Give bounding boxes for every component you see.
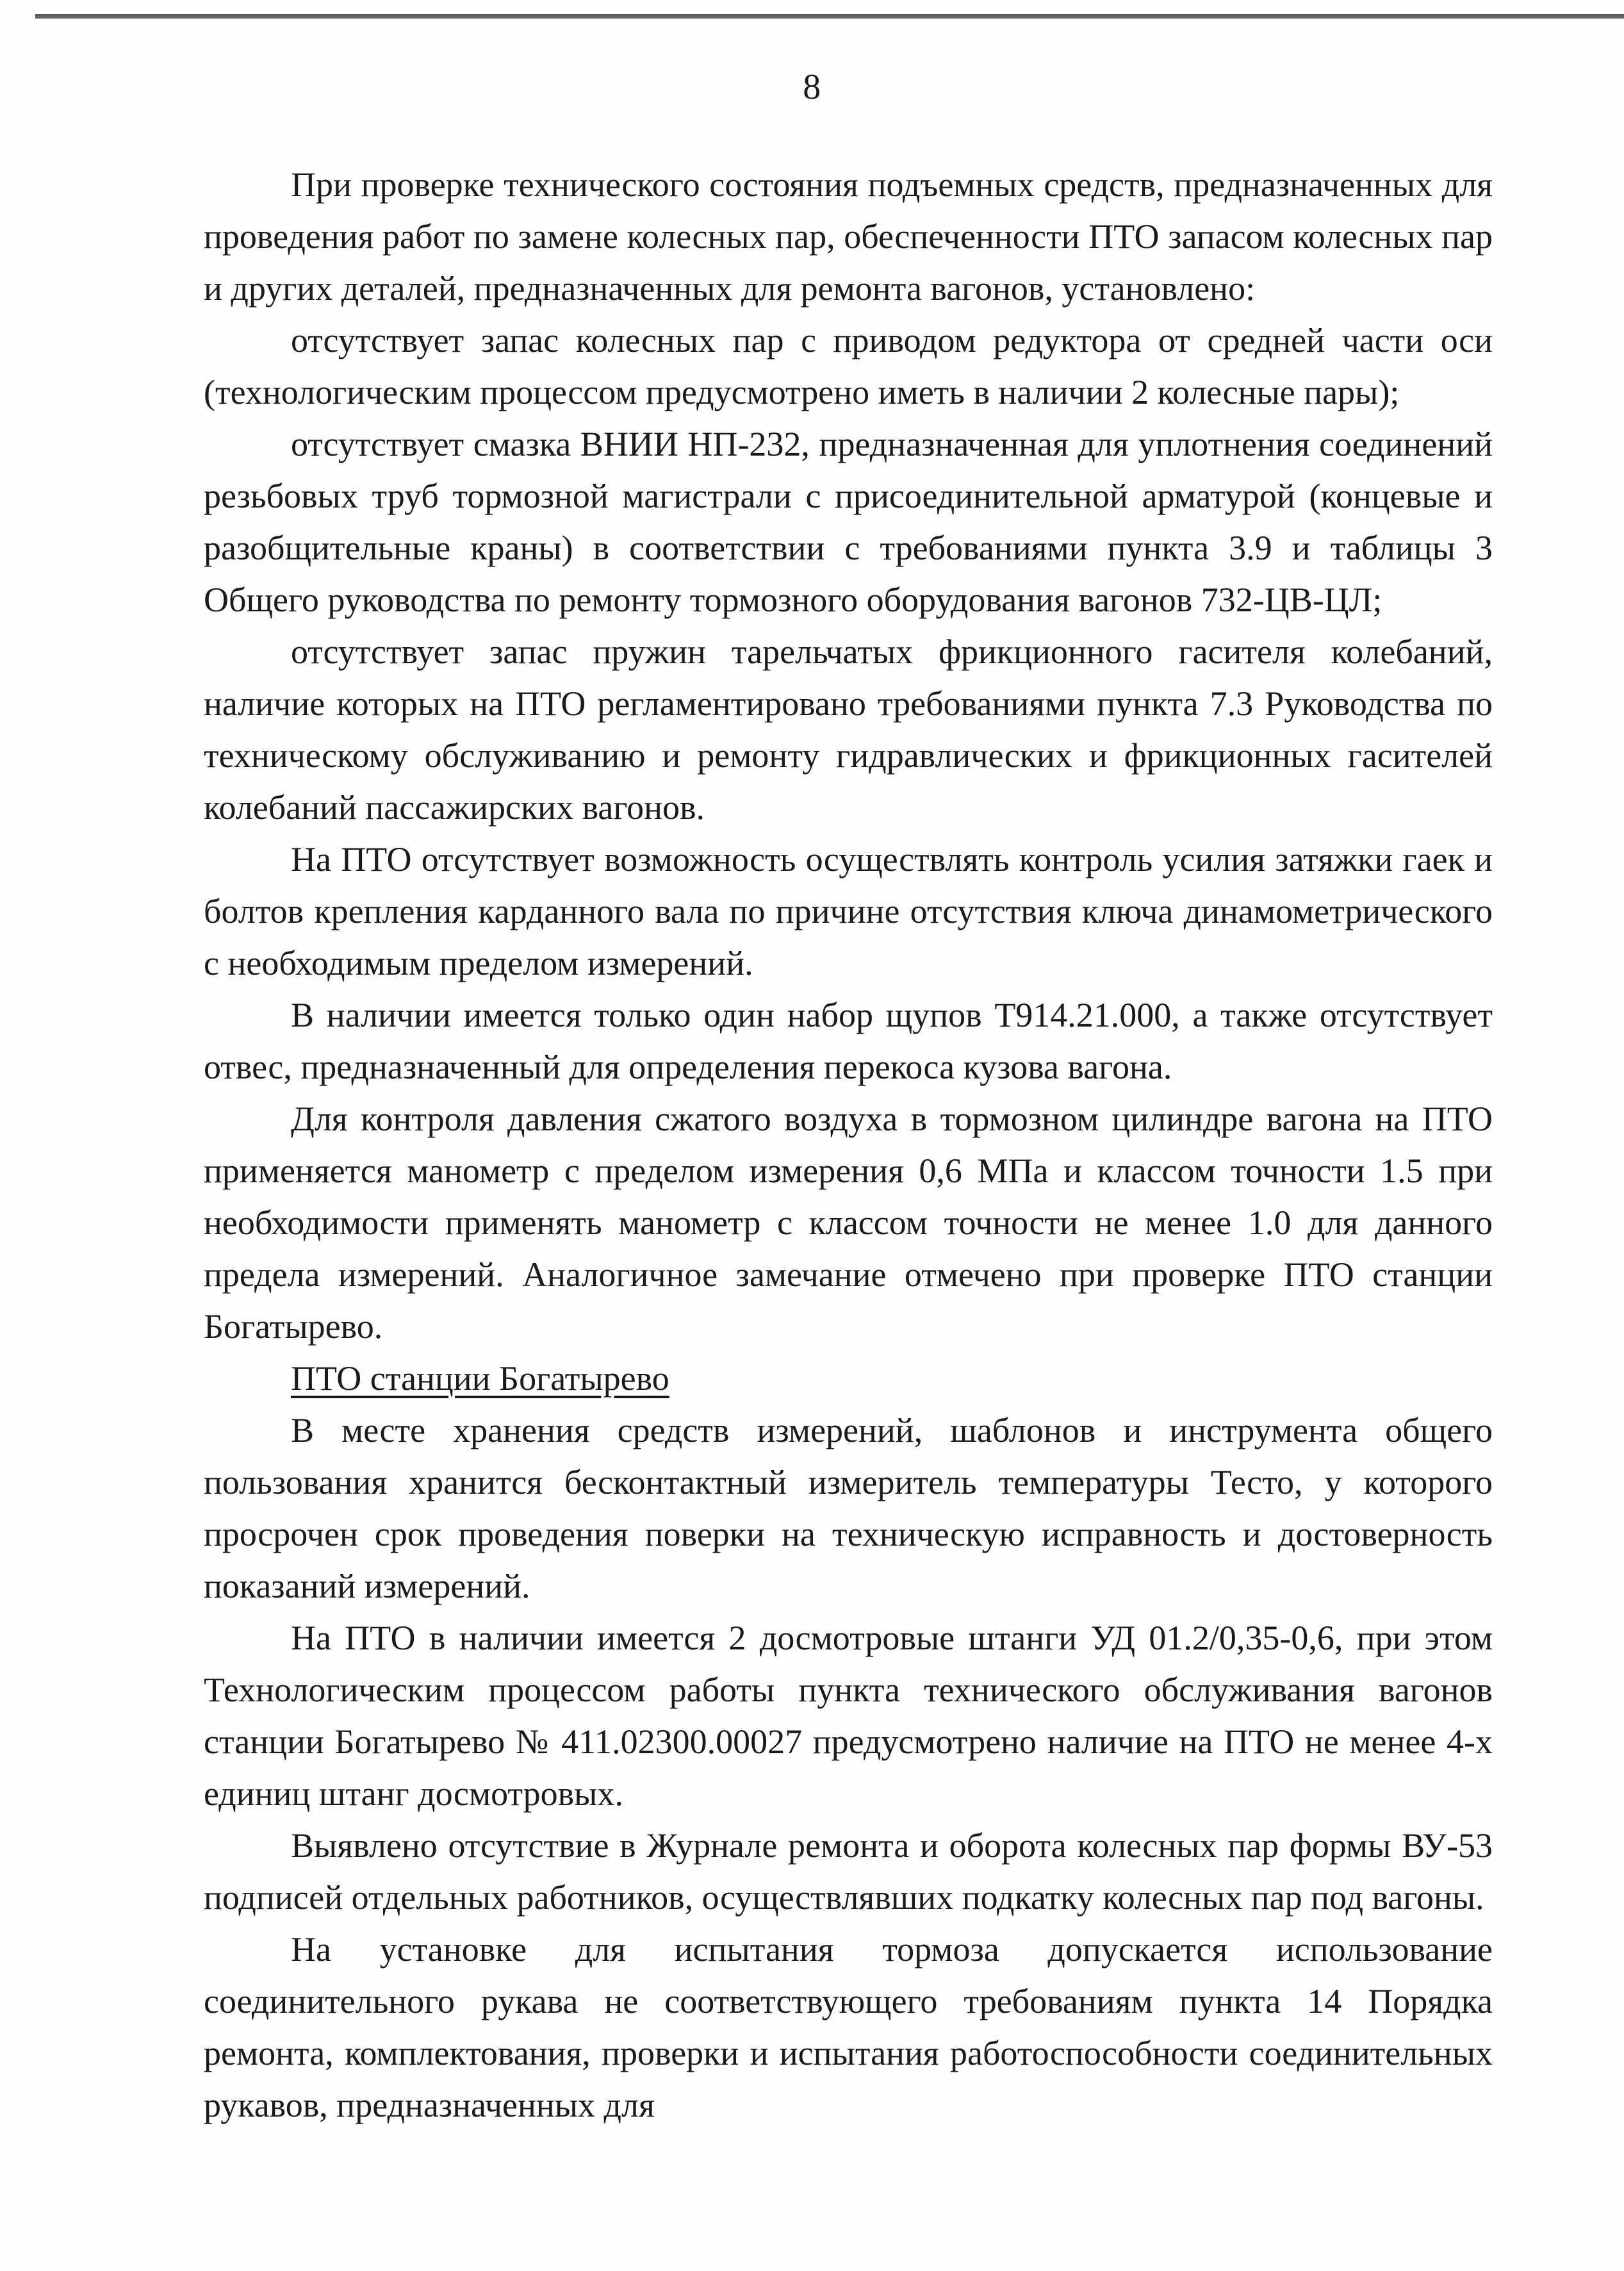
paragraph-feeler-gauge: В наличии имеется только один набор щупов Т914.21.000, а также отсутствует отвес, предназначенный для определения перекоса кузова вагона. — [204, 996, 1493, 1086]
paragraph-spring-stock: отсутствует запас пружин тарельчатых фрикционного гасителя колебаний, наличие которых на ПТО регламентировано требованиями пункта 7.3 Руководства по техническому обслуживанию и ремонту гидравлических и фрикционных гасителей колебаний пассажирских вагонов. — [204, 632, 1493, 827]
paragraph-testo-thermometer: В месте хранения средств измерений, шаблонов и инструмента общего пользования хранится бесконтактный измеритель температуры Тесто, у которого просрочен срок проведения поверки на техническую исправность и достоверность показаний измерений. — [204, 1411, 1493, 1605]
document-body — [204, 159, 1493, 2131]
paragraph-manometer: Для контроля давления сжатого воздуха в тормозном цилиндре вагона на ПТО применяется манометр с пределом измерения 0,6 МПа и классом точности 1.5 при необходимости применять манометр с классом точности не менее 1.0 для данного предела измерений. Аналогичное замечание отмечено при проверке ПТО станции Богатырево. — [204, 1100, 1493, 1346]
paragraph-torque-wrench: На ПТО отсутствует возможность осуществлять контроль усилия затяжки гаек и болтов крепления карданного вала по причине отсутствия ключа динамометрического с необходимым пределом измерений. — [204, 840, 1493, 982]
paragraph-lubricant-vnii: отсутствует смазка ВНИИ НП-232, предназначенная для уплотнения соединений резьбовых труб тормозной магистрали с присоединительной арматурой (концевые и разобщительные краны) в соответствии с требованиями пункта 3.9 и таблицы 3 Общего руководства по ремонту тормозного оборудования вагонов 732-ЦВ-ЦЛ; — [204, 425, 1493, 619]
page-number: 8 — [803, 67, 821, 107]
paragraph-inspection-rods: На ПТО в наличии имеется 2 досмотровые штанги УД 01.2/0,35-0,6, при этом Технологическим процессом работы пункта технического обслуживания вагонов станции Богатырево № 411.02300.00027 предусмотрено наличие на ПТО не менее 4-х единиц штанг досмотровых. — [204, 1619, 1493, 1813]
paragraph-intro: При проверке технического состояния подъемных средств, предназначенных для проведения работ по замене колесных пар, обеспеченности ПТО запасом колесных пар и других деталей, предназначенных для ремонта вагонов, установлено: — [204, 165, 1493, 308]
paragraph-brake-test-hose: На установке для испытания тормоза допускается использование соединительного рукава не соответствующего требованиям пункта 14 Порядка ремонта, комплектования, проверки и испытания работоспособности соединительных рукавов, предназначенных для — [204, 1930, 1493, 2124]
section-heading-text: ПТО станции Богатырево — [291, 1359, 669, 1398]
section-heading-pto-bogatyrevo — [204, 1353, 1493, 1405]
paragraph-journal-vu53: Выявлено отсутствие в Журнале ремонта и оборота колесных пар формы ВУ-53 подписей отдельных работников, осуществлявших подкатку колесных пар под вагоны. — [204, 1826, 1493, 1917]
scan-edge-artifact — [35, 14, 1624, 19]
paragraph-wheelset-stock: отсутствует запас колесных пар с приводом редуктора от средней части оси (технологическим процессом предусмотрено иметь в наличии 2 колесные пары); — [204, 321, 1493, 411]
